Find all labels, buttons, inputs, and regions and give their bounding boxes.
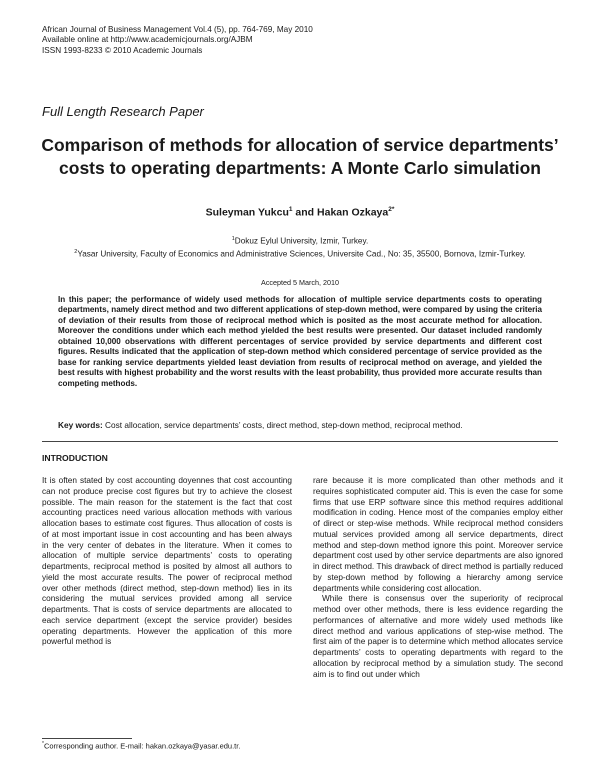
journal-header <box>42 25 313 56</box>
author-2-sup: 2* <box>388 206 395 213</box>
footnote-sup: * <box>42 741 44 747</box>
keywords-label: Key words: <box>58 420 103 430</box>
section-heading: INTRODUCTION <box>42 453 108 463</box>
journal-url[interactable]: Available online at http://www.academicjournals.org/AJBM <box>42 35 253 45</box>
paper-type: Full Length Research Paper <box>42 104 204 119</box>
affiliation-2-sup: 2 <box>74 249 78 256</box>
author-2: Hakan Ozkaya <box>317 206 389 219</box>
right-column <box>313 476 563 680</box>
section-divider <box>42 441 558 442</box>
affiliations <box>40 234 560 261</box>
left-column <box>42 476 292 648</box>
journal-citation: African Journal of Business Management Vol.4 (5), pp. 764-769, May 2010 <box>42 25 313 34</box>
affiliation-2-text: Yasar University, Faculty of Economics and Administrative Sciences, Universite Cad., No: 35, 35500, Bornova, Izmir-Turkey. <box>77 250 526 260</box>
author-connector: and <box>292 206 318 219</box>
affiliation-1-text: Dokuz Eylul University, Izmir, Turkey. <box>234 236 369 246</box>
footnote-text: Corresponding author. E-mail: hakan.ozkaya@yasar.edu.tr. <box>43 741 241 751</box>
right-paragraph-1: rare because it is more complicated than other methods and it requires sophisticated computer aid. This is even the case for some firms that use ERP software since this method requires additional modification in coding. Hence most of the companies employ either of direct or step-wise methods. While reciprocal method considers mutual services provided among all service departments, direct method and step-down method ignore this point. Moreover service department cost used by other service departments are also ignored in direct method. This drawback of direct method is partially reduced by step-down method by following a hierarchy among service departments while considering cost allocation. <box>313 476 563 593</box>
author-line <box>40 206 560 219</box>
paper-title: Comparison of methods for allocation of service departments’ costs to operating departments: A Monte Carlo simulation <box>41 135 559 178</box>
affiliation-2 <box>40 247 560 260</box>
affiliation-1 <box>40 234 560 247</box>
accepted-date: Accepted 5 March, 2010 <box>261 278 339 287</box>
footnote <box>42 741 240 751</box>
author-1-sup: 1 <box>288 206 293 213</box>
author-1: Suleyman Yukcu <box>205 206 289 219</box>
abstract: In this paper; the performance of widely used methods for allocation of multiple service departments costs to operating departments, namely direct method and two different applications of step-down method, were compared by using the criteria of deviation of their results from those of reciprocal method which is posited as the most accurate method for allocation. Moreover the conditions under which each method yielded the best results were presented. Our dataset included randomly obtained 10,000 observations with different percentages of service provided by service departments and different cost figures. Results indicated that the application of step-down method which considered percentage of service provided as the base for ranking service departments yielded least deviation from results of reciprocal method on average, and yielded the best results with highest probability and the worst results with the least probability, thus provided more accurate results than competing methods. <box>58 295 542 388</box>
footnote-divider <box>42 738 132 739</box>
right-paragraph-2: While there is consensus over the superiority of reciprocal method over other methods, there is less evidence regarding the performances of alternative and more widely used methods like direct method and various applications of step-wise method. The first aim of the paper is to determine which method allocates service departments’ costs to operating departments with regard to the allocation by reciprocal method by a simulation study. The second aim is to find out under which <box>313 594 563 679</box>
left-paragraph-1: It is often stated by cost accounting doyennes that cost accounting can not produce precise cost figures but try to achieve the closest possible. The main reason for the statement is the fact that cost accounting practices need various allocation methods with various allocation bases to estimate cost figures. Thus allocation of costs is of at most important issue in cost accounting and has been always in the very center of debates in the literature. When it comes to allocation of multiple service departments’ costs to operating departments, reciprocal method is posited by almost all authors to yield the most accurate results. The power of reciprocal method over other methods (direct method, step-down method) lies in its considering the mutual services provided among all service departments. That is costs of service departments are allocated to each service department (except the service provider) besides operating departments. However the application of this more powerful method is <box>42 476 292 647</box>
keywords-text: Cost allocation, service departments’ costs, direct method, step-down method, reciprocal method. <box>102 420 463 430</box>
keywords <box>58 420 542 430</box>
affiliation-1-sup: 1 <box>231 236 235 242</box>
journal-issn: ISSN 1993-8233 © 2010 Academic Journals <box>42 45 203 55</box>
